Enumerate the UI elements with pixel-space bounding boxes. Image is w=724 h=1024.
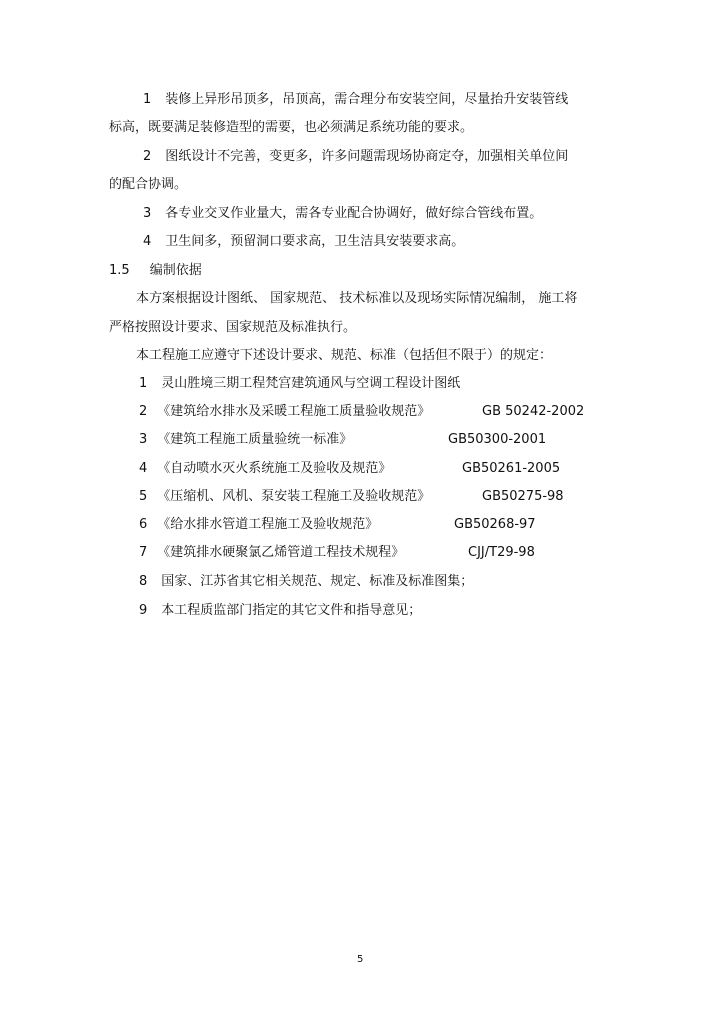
- issue-2-number: 2: [143, 149, 152, 164]
- issue-2-text: 图纸设计不完善，变更多，许多问题需现场协商定夺，加强相关单位间: [165, 149, 569, 164]
- standard-7-code: CJJ/T29-98: [468, 545, 535, 560]
- standard-item: [139, 517, 378, 533]
- standard-item: [139, 376, 460, 392]
- basis-para-line1: 本方案根据设计图纸、 国家规范、 技术标准以及现场实际情况编制， 施工将: [136, 291, 578, 306]
- standard-3-number: 3: [139, 432, 148, 447]
- standards-intro: 本工程施工应遵守下述设计要求、规范、标准（包括但不限于）的规定：: [136, 348, 553, 363]
- standard-7-number: 7: [139, 545, 148, 560]
- standard-item: [139, 404, 430, 420]
- issue-1-text: 装修上异形吊顶多，吊顶高，需合理分布安装空间，尽量抬升安装管线: [165, 92, 569, 107]
- standard-5-code: GB50275-98: [482, 489, 564, 504]
- standard-9-number: 9: [139, 603, 148, 618]
- issue-1-line2: 标高，既要满足装修造型的需要，也必须满足系统功能的要求。: [109, 120, 474, 135]
- standard-7-title: 《建筑排水硬聚氯乙烯管道工程技术规程》: [157, 545, 405, 560]
- standard-1-number: 1: [139, 376, 148, 391]
- standard-6-number: 6: [139, 517, 148, 532]
- basis-para-line2: 严格按照设计要求、国家规范及标准执行。: [109, 320, 357, 335]
- standard-2-number: 2: [139, 404, 148, 419]
- standard-2-title: 《建筑给水排水及采暖工程施工质量验收规范》: [157, 404, 431, 419]
- issue-3-number: 3: [143, 206, 152, 221]
- section-heading: [109, 263, 202, 279]
- issue-4-number: 4: [143, 234, 152, 249]
- page-number: 5: [357, 954, 364, 965]
- standard-item: [139, 489, 430, 505]
- issue-3-line1: [143, 206, 542, 222]
- standard-4-title: 《自动喷水灭火系统施工及验收及规范》: [157, 461, 392, 476]
- standard-9-title: 本工程质监部门指定的其它文件和指导意见；: [161, 603, 422, 618]
- standard-4-number: 4: [139, 461, 148, 476]
- standard-8-number: 8: [139, 574, 148, 589]
- standard-item: [139, 461, 391, 477]
- standard-3-code: GB50300-2001: [448, 432, 547, 447]
- standard-5-title: 《压缩机、风机、泵安装工程施工及验收规范》: [157, 489, 431, 504]
- standard-1-title: 灵山胜境三期工程梵宫建筑通风与空调工程设计图纸: [161, 376, 461, 391]
- issue-4-line1: [143, 234, 464, 250]
- issue-3-text: 各专业交叉作业量大，需各专业配合协调好，做好综合管线布置。: [165, 206, 543, 221]
- standard-3-title: 《建筑工程施工质量验统一标准》: [157, 432, 353, 447]
- issue-1-number: 1: [143, 92, 152, 107]
- issue-1-line1: [143, 92, 568, 108]
- standard-5-number: 5: [139, 489, 148, 504]
- issue-2-line2: 的配合协调。: [109, 177, 188, 192]
- standard-item: [139, 574, 473, 590]
- section-title: 编制依据: [149, 263, 202, 278]
- standard-6-code: GB50268-97: [454, 517, 536, 532]
- standard-item: [139, 545, 404, 561]
- standard-item: [139, 432, 352, 448]
- standard-8-title: 国家、江苏省其它相关规范、规定、标准及标准图集；: [161, 574, 474, 589]
- section-number: 1.5: [109, 263, 130, 278]
- standard-item: [139, 603, 421, 619]
- standard-2-code: GB 50242-2002: [482, 404, 585, 419]
- issue-4-text: 卫生间多，预留洞口要求高，卫生洁具安装要求高。: [165, 234, 465, 249]
- issue-2-line1: [143, 149, 568, 165]
- standard-6-title: 《给水排水管道工程施工及验收规范》: [157, 517, 379, 532]
- standard-4-code: GB50261-2005: [462, 461, 561, 476]
